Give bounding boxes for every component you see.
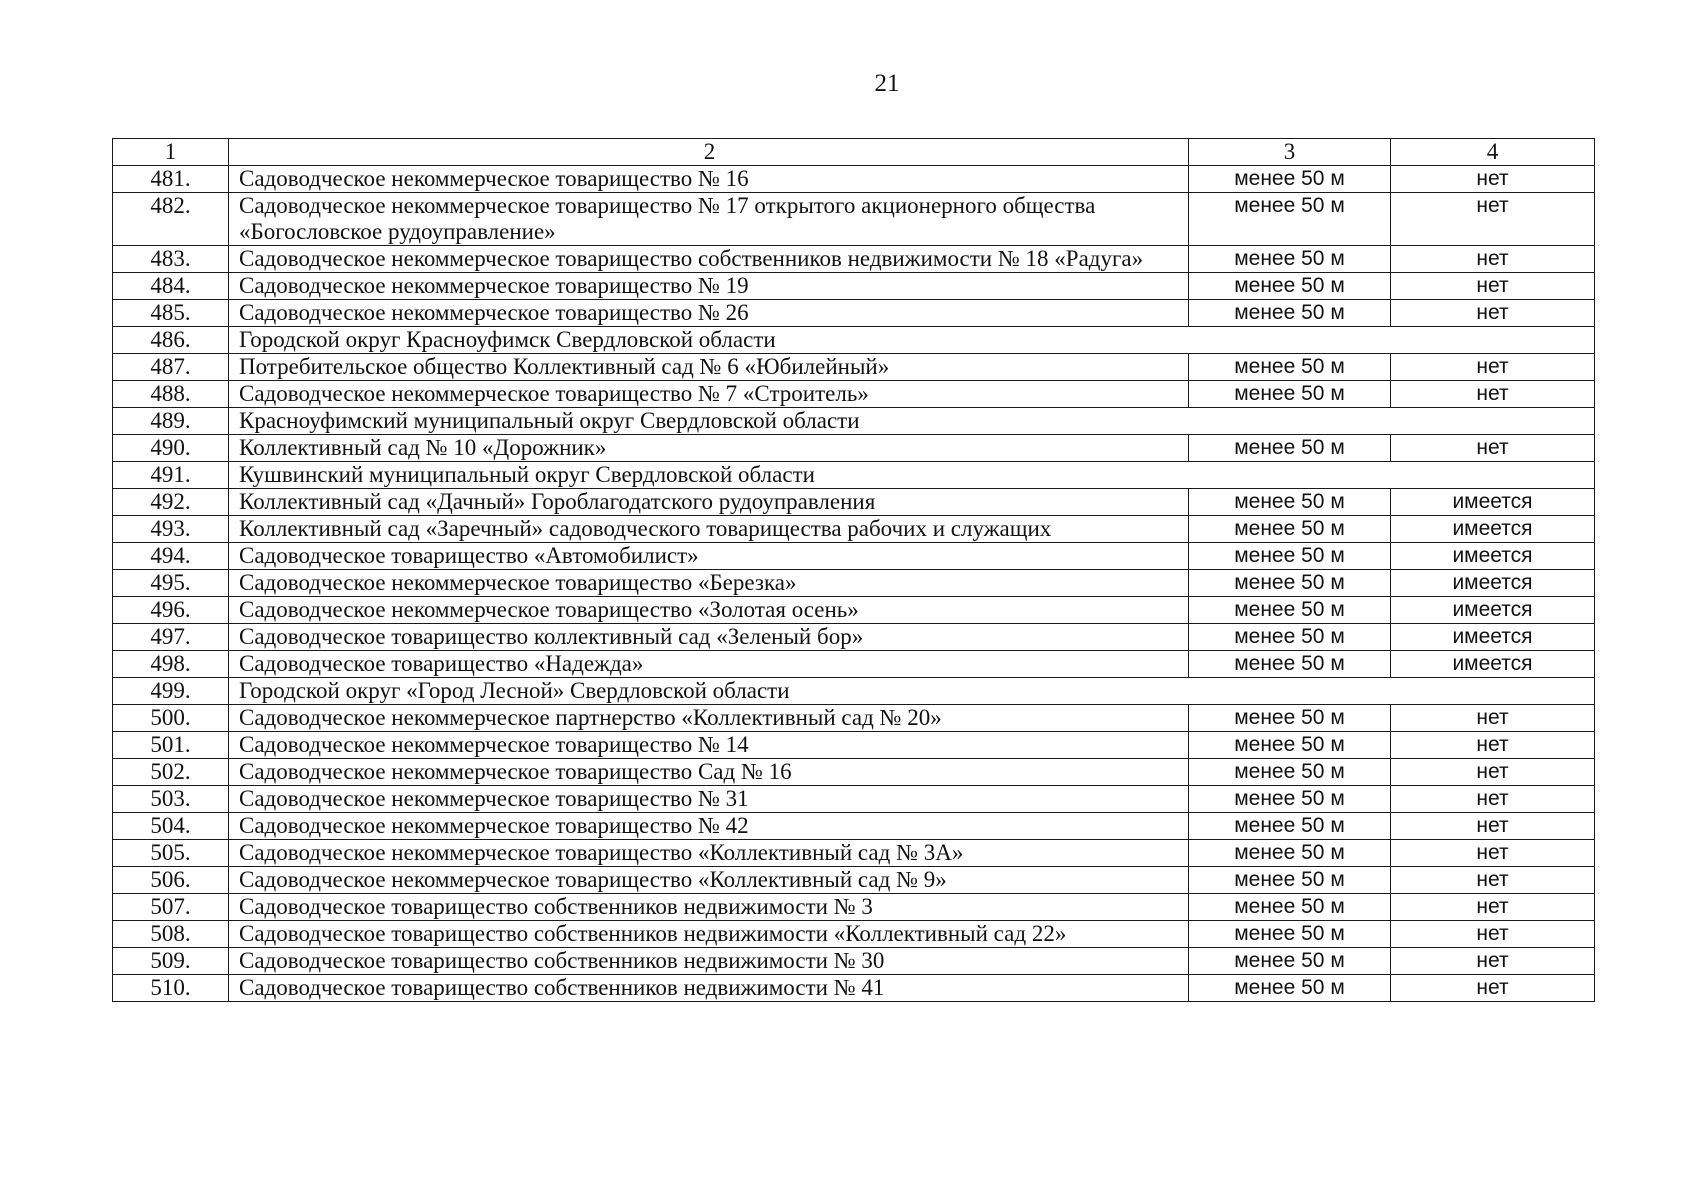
row-number: 508. [113, 921, 229, 948]
registry-table [112, 138, 1595, 1002]
row-number: 496. [113, 597, 229, 624]
distance-cell: менее 50 м [1189, 516, 1391, 543]
availability-cell: нет [1391, 759, 1595, 786]
distance-cell: менее 50 м [1189, 381, 1391, 408]
organization-name: Садоводческое некоммерческое товарищество № 31 [229, 786, 1189, 813]
availability-cell: нет [1391, 894, 1595, 921]
organization-name: Садоводческое некоммерческое товарищество Сад № 16 [229, 759, 1189, 786]
table-row [113, 543, 1595, 570]
column-header-3: 3 [1189, 139, 1391, 166]
availability-cell: имеется [1391, 543, 1595, 570]
distance-cell: менее 50 м [1189, 354, 1391, 381]
distance-cell: менее 50 м [1189, 651, 1391, 678]
row-number: 487. [113, 354, 229, 381]
distance-cell: менее 50 м [1189, 597, 1391, 624]
table-row [113, 921, 1595, 948]
table-group-row [113, 678, 1595, 705]
table-row [113, 516, 1595, 543]
availability-cell: нет [1391, 354, 1595, 381]
availability-cell: имеется [1391, 597, 1595, 624]
table-body [113, 139, 1595, 1002]
distance-cell: менее 50 м [1189, 786, 1391, 813]
distance-cell: менее 50 м [1189, 543, 1391, 570]
availability-cell: нет [1391, 166, 1595, 193]
table-row [113, 489, 1595, 516]
row-number: 500. [113, 705, 229, 732]
distance-cell: менее 50 м [1189, 948, 1391, 975]
availability-cell: имеется [1391, 570, 1595, 597]
row-number: 499. [113, 678, 229, 705]
table-row [113, 354, 1595, 381]
distance-cell: менее 50 м [1189, 570, 1391, 597]
row-number: 506. [113, 867, 229, 894]
table-group-row [113, 327, 1595, 354]
row-number: 491. [113, 462, 229, 489]
row-number: 489. [113, 408, 229, 435]
organization-name: Садоводческое некоммерческое товарищество № 19 [229, 273, 1189, 300]
organization-name: Садоводческое некоммерческое товарищество № 16 [229, 166, 1189, 193]
table-row [113, 597, 1595, 624]
table-row [113, 246, 1595, 273]
availability-cell: имеется [1391, 516, 1595, 543]
distance-cell: менее 50 м [1189, 759, 1391, 786]
table-row [113, 975, 1595, 1002]
organization-name: Садоводческое некоммерческое товарищество «Золотая осень» [229, 597, 1189, 624]
organization-name: Коллективный сад «Заречный» садоводческого товарищества рабочих и служащих [229, 516, 1189, 543]
table-row [113, 786, 1595, 813]
group-title: Городской округ «Город Лесной» Свердловской области [229, 678, 1595, 705]
availability-cell: нет [1391, 867, 1595, 894]
availability-cell: нет [1391, 975, 1595, 1002]
organization-name: Садоводческое некоммерческое товарищество № 7 «Строитель» [229, 381, 1189, 408]
table-group-row [113, 462, 1595, 489]
row-number: 484. [113, 273, 229, 300]
row-number: 482. [113, 193, 229, 246]
availability-cell: нет [1391, 705, 1595, 732]
row-number: 504. [113, 813, 229, 840]
availability-cell: нет [1391, 813, 1595, 840]
availability-cell: нет [1391, 246, 1595, 273]
table-row [113, 273, 1595, 300]
distance-cell: менее 50 м [1189, 894, 1391, 921]
table-row [113, 867, 1595, 894]
row-number: 485. [113, 300, 229, 327]
row-number: 492. [113, 489, 229, 516]
table-group-row [113, 408, 1595, 435]
column-header-1: 1 [113, 139, 229, 166]
availability-cell: нет [1391, 840, 1595, 867]
row-number: 495. [113, 570, 229, 597]
availability-cell: нет [1391, 732, 1595, 759]
distance-cell: менее 50 м [1189, 166, 1391, 193]
distance-cell: менее 50 м [1189, 193, 1391, 246]
availability-cell: имеется [1391, 489, 1595, 516]
group-title: Городской округ Красноуфимск Свердловской области [229, 327, 1595, 354]
table-row [113, 300, 1595, 327]
distance-cell: менее 50 м [1189, 813, 1391, 840]
distance-cell: менее 50 м [1189, 273, 1391, 300]
distance-cell: менее 50 м [1189, 705, 1391, 732]
table-row [113, 732, 1595, 759]
group-title: Красноуфимский муниципальный округ Свердловской области [229, 408, 1595, 435]
organization-name: Садоводческое некоммерческое товарищество «Березка» [229, 570, 1189, 597]
row-number: 509. [113, 948, 229, 975]
column-header-4: 4 [1391, 139, 1595, 166]
table-row [113, 570, 1595, 597]
table-row [113, 948, 1595, 975]
organization-name: Потребительское общество Коллективный сад № 6 «Юбилейный» [229, 354, 1189, 381]
distance-cell: менее 50 м [1189, 489, 1391, 516]
organization-name: Садоводческое некоммерческое товарищество «Коллективный сад № 9» [229, 867, 1189, 894]
distance-cell: менее 50 м [1189, 624, 1391, 651]
row-number: 510. [113, 975, 229, 1002]
column-header-2: 2 [229, 139, 1189, 166]
availability-cell: нет [1391, 381, 1595, 408]
organization-name: Садоводческое некоммерческое товарищество «Коллективный сад № 3А» [229, 840, 1189, 867]
availability-cell: нет [1391, 300, 1595, 327]
row-number: 490. [113, 435, 229, 462]
organization-name: Садоводческое товарищество коллективный сад «Зеленый бор» [229, 624, 1189, 651]
table-row [113, 624, 1595, 651]
organization-name: Садоводческое некоммерческое партнерство «Коллективный сад № 20» [229, 705, 1189, 732]
row-number: 501. [113, 732, 229, 759]
organization-name: Садоводческое некоммерческое товарищество собственников недвижимости № 18 «Радуга» [229, 246, 1189, 273]
organization-name: Садоводческое товарищество «Автомобилист» [229, 543, 1189, 570]
table-row [113, 813, 1595, 840]
row-number: 498. [113, 651, 229, 678]
distance-cell: менее 50 м [1189, 921, 1391, 948]
table-row [113, 894, 1595, 921]
availability-cell: нет [1391, 273, 1595, 300]
row-number: 507. [113, 894, 229, 921]
row-number: 483. [113, 246, 229, 273]
availability-cell: нет [1391, 921, 1595, 948]
row-number: 486. [113, 327, 229, 354]
distance-cell: менее 50 м [1189, 435, 1391, 462]
distance-cell: менее 50 м [1189, 975, 1391, 1002]
row-number: 488. [113, 381, 229, 408]
organization-name: Коллективный сад «Дачный» Гороблагодатского рудоуправления [229, 489, 1189, 516]
table-row [113, 759, 1595, 786]
organization-name: Садоводческое товарищество собственников недвижимости № 3 [229, 894, 1189, 921]
table-row [113, 166, 1595, 193]
table-row [113, 651, 1595, 678]
table-row [113, 705, 1595, 732]
table-header-row [113, 139, 1595, 166]
table-row [113, 840, 1595, 867]
availability-cell: нет [1391, 786, 1595, 813]
availability-cell: нет [1391, 435, 1595, 462]
row-number: 505. [113, 840, 229, 867]
organization-name: Садоводческое товарищество собственников недвижимости «Коллективный сад 22» [229, 921, 1189, 948]
row-number: 493. [113, 516, 229, 543]
distance-cell: менее 50 м [1189, 840, 1391, 867]
table-row [113, 435, 1595, 462]
row-number: 481. [113, 166, 229, 193]
organization-name: Садоводческое некоммерческое товарищество № 42 [229, 813, 1189, 840]
availability-cell: нет [1391, 948, 1595, 975]
availability-cell: имеется [1391, 624, 1595, 651]
organization-name: Садоводческое товарищество собственников недвижимости № 41 [229, 975, 1189, 1002]
availability-cell: имеется [1391, 651, 1595, 678]
distance-cell: менее 50 м [1189, 732, 1391, 759]
row-number: 494. [113, 543, 229, 570]
group-title: Кушвинский муниципальный округ Свердловской области [229, 462, 1595, 489]
organization-name: Садоводческое товарищество «Надежда» [229, 651, 1189, 678]
distance-cell: менее 50 м [1189, 246, 1391, 273]
availability-cell: нет [1391, 193, 1595, 246]
row-number: 502. [113, 759, 229, 786]
distance-cell: менее 50 м [1189, 300, 1391, 327]
row-number: 497. [113, 624, 229, 651]
row-number: 503. [113, 786, 229, 813]
table-row [113, 193, 1595, 246]
organization-name: Садоводческое некоммерческое товарищество № 26 [229, 300, 1189, 327]
organization-name: Садоводческое товарищество собственников недвижимости № 30 [229, 948, 1189, 975]
organization-name: Садоводческое некоммерческое товарищество № 17 открытого акционерного общества «Богословское рудоуправление» [229, 193, 1189, 246]
distance-cell: менее 50 м [1189, 867, 1391, 894]
organization-name: Садоводческое некоммерческое товарищество № 14 [229, 732, 1189, 759]
table-row [113, 381, 1595, 408]
organization-name: Коллективный сад № 10 «Дорожник» [229, 435, 1189, 462]
page-number: 21 [874, 70, 900, 97]
